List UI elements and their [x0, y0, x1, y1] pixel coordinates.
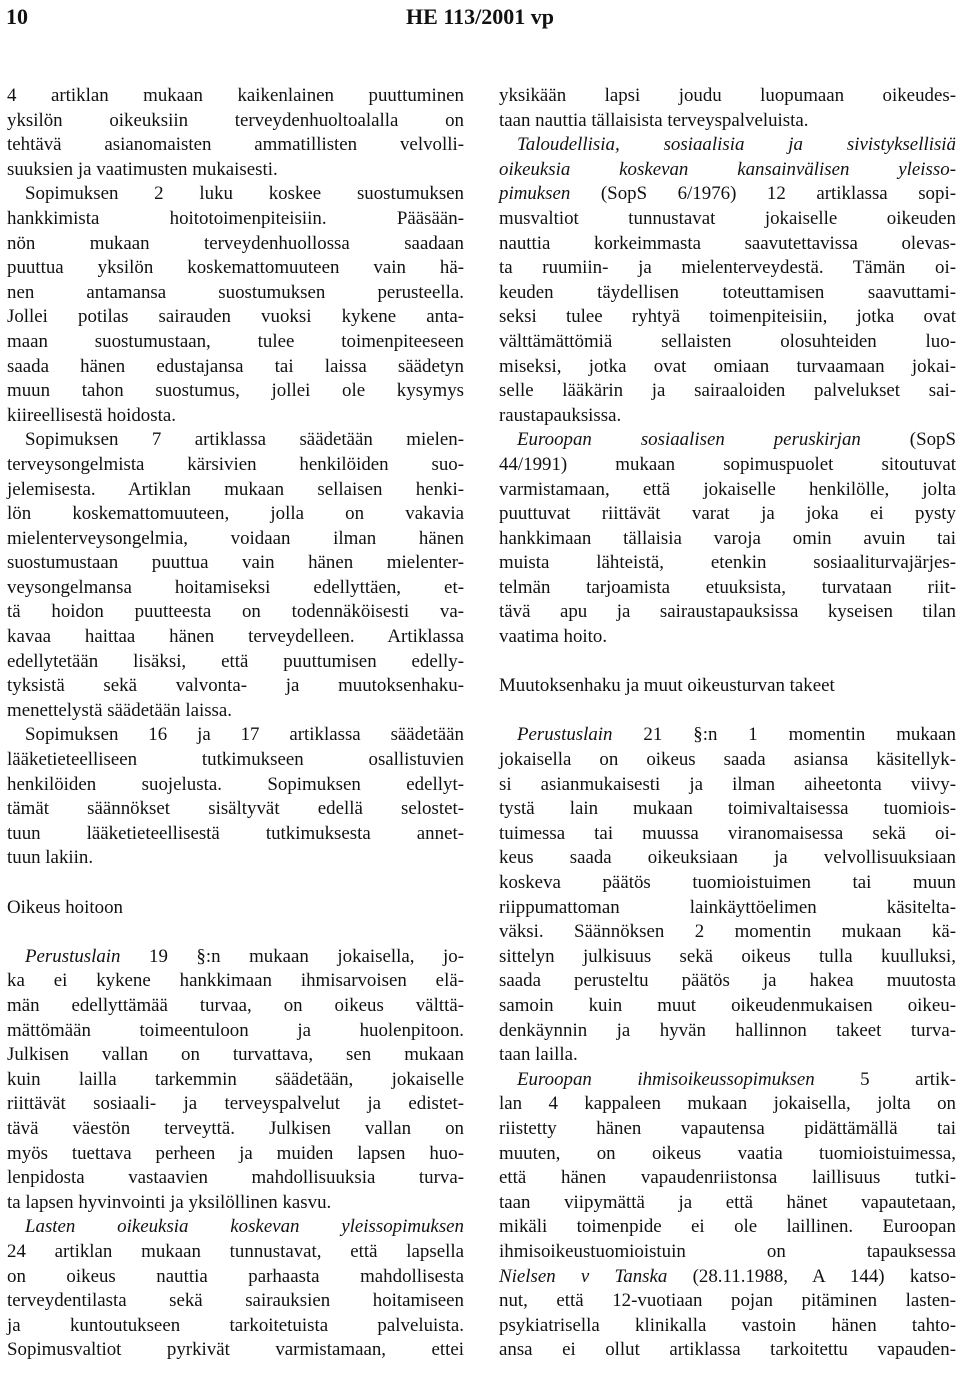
text-line: Sopimuksen 16 ja 17 artiklassa säädetään — [25, 724, 464, 746]
text-line: 4 artiklan mukaan kaikenlainen puuttuminen — [7, 85, 464, 106]
text-line: tyksistä sekä valvonta- ja muutoksenhaku- — [7, 675, 464, 697]
spacer — [499, 699, 956, 724]
text-line: muun tahon suostumus, jollei ole kysymys — [7, 380, 464, 402]
text-line: lan 4 kappaleen mukaan jokaisella, jolta on — [499, 1093, 956, 1115]
left-column — [7, 84, 464, 1363]
page-number: 10 — [6, 4, 28, 29]
section-heading: Oikeus hoitoon — [7, 896, 123, 918]
text-line: lön koskemattomuuteen, jolla on vakavia — [7, 503, 464, 525]
text-line: samoin kuin muut oikeudenmukaisen oikeu- — [499, 994, 956, 1016]
text-line: edellytetään lisäksi, että puuttumisen edelly- — [7, 650, 464, 672]
right-column — [499, 84, 956, 1363]
text-line: 24 artiklan mukaan tunnustavat, että lapsella — [7, 1240, 464, 1262]
text-line: Sopimuksen 7 artiklassa säädetään mielen- — [25, 429, 464, 451]
text-line: mikäli toimenpide ei ole laillinen. Euroopan — [499, 1216, 956, 1238]
text-line: tuun lääketieteellisestä tutkimuksesta annet- — [7, 822, 464, 844]
text-line: kiireellisestä hoidosta. — [7, 404, 176, 426]
text-line: sittelyn julkisuus sekä oikeus tulla kuulluksi, — [499, 945, 956, 967]
text-line: veysongelmansa hoitamiseksi edellyttäen, et- — [7, 576, 464, 598]
text-line: män edellyttämää turvaa, on oikeus välttä- — [7, 994, 464, 1016]
text-line: tystä lain mukaan toimivaltaisessa tuomiois- — [499, 798, 956, 820]
text-line: Sopimuksen 2 luku koskee suostumuksen — [25, 183, 464, 205]
text-line: muista lähteistä, etenkin sosiaaliturvajärjes- — [499, 552, 956, 574]
text-line: kuin lailla tarkemmin säädetään, jokaiselle — [7, 1068, 464, 1090]
text-line: puuttuvat riittävät varat ja joka ei pysty — [499, 503, 956, 525]
text-line: muuten, on oikeus vaatia tuomioistuimessa, — [499, 1142, 956, 1164]
text-line: selle lääkärin ja sairaaloiden palvelukset sai- — [499, 380, 956, 402]
text-line: ansa ei ollut artiklassa tarkoitettu vapauden- — [499, 1339, 956, 1361]
text-line: tävä apu ja sairaustapauksissa kyseisen tilan — [499, 601, 956, 623]
text-line: taan nauttia tällaisista terveyspalveluista. — [499, 109, 809, 131]
text-line: Nielsen v Tanska (28.11.1988, A 144) katso- — [499, 1265, 956, 1287]
text-line: menettelystä säädetään laissa. — [7, 699, 233, 721]
text-line: tuimessa tai muussa viranomaisessa sekä oi- — [499, 822, 956, 844]
text-line: oikeuksia koskevan kansainvälisen yleisso- — [499, 158, 956, 180]
text-line: tävä väestön terveyttä. Julkisen vallan on — [7, 1117, 464, 1139]
text-line: välttämättömiä sellaisten olosuhteiden luo- — [499, 330, 956, 352]
text-line: kavaa haittaa hänen terveydelleen. Artiklassa — [7, 626, 464, 648]
text-line: terveydentilasta sekä sairauksien hoitamiseen — [7, 1290, 464, 1312]
text-line: telmän tarjoamista etuuksista, turvataan riit- — [499, 576, 956, 598]
text-line: väksi. Säännöksen 2 momentin mukaan kä- — [499, 921, 956, 943]
text-line: tuun lakiin. — [7, 847, 94, 869]
text-line: riittävät sosiaali- ja terveyspalvelut ja edistet- — [7, 1093, 464, 1115]
text-line: nen antamansa suostumuksen perusteella. — [7, 281, 464, 303]
text-line: pimuksen (SopS 6/1976) 12 artiklassa sopi- — [499, 183, 956, 205]
text-line: denkäynnin ja hyvän hallinnon takeet turva- — [499, 1019, 956, 1041]
text-line: musvaltiot tunnustavat jokaiselle oikeuden — [499, 207, 956, 229]
text-line: Julkisen vallan on turvattava, sen mukaan — [7, 1044, 464, 1066]
text-line: ka ei kykene hankkimaan ihmisarvoisen elä- — [7, 970, 464, 992]
text-line: Sopimusvaltiot pyrkivät varmistamaan, ettei — [7, 1339, 464, 1361]
text-line: seksi tulee ryhtyä toimenpiteisiin, jotka ovat — [499, 306, 956, 328]
text-line: Euroopan ihmisoikeussopimuksen 5 artik- — [517, 1068, 956, 1090]
spacer — [499, 650, 956, 675]
text-line: riistetty hänen vapautensa pidättämällä tai — [499, 1117, 956, 1139]
text-line: riippumattoman lainkäyttöelimen käsitelta- — [499, 896, 956, 918]
text-line: että hänen vapaudenriistonsa laillisuus tutki- — [499, 1167, 956, 1189]
text-line: terveysongelmista kärsivien henkilöiden suo- — [7, 453, 464, 475]
text-line: mielenterveysongelmia, voidaan ilman hänen — [7, 527, 464, 549]
text-line: jelemisesta. Artiklan mukaan sellaisen henki- — [7, 478, 464, 500]
text-line: vaatima hoito. — [499, 626, 608, 648]
text-line: hankkimista hoitotoimenpiteisiin. Pääsään- — [7, 207, 464, 229]
text-line: keus saada oikeuksiaan ja velvollisuuksiaan — [499, 847, 956, 869]
text-line: saada perusteltu päätös ja hakea muutosta — [499, 970, 956, 992]
text-line: lenpidosta vastaavien mahdollisuuksia turva- — [7, 1167, 464, 1189]
text-line: puuttua yksilön koskemattomuuteen vain hä- — [7, 257, 464, 279]
text-line: maan suostumustaan, tulee toimenpiteeseen — [7, 330, 464, 352]
text-line: 44/1991) mukaan sopimuspuolet sitoutuvat — [499, 453, 956, 475]
page-header — [0, 0, 960, 30]
text-line: Lasten oikeuksia koskevan yleissopimuksen — [25, 1216, 464, 1238]
text-line: suuksien ja vaatimusten mukaisesti. — [7, 158, 278, 180]
text-line: nut, että 12-vuotiaan pojan pitäminen lasten- — [499, 1290, 956, 1312]
text-line: Euroopan sosiaalisen peruskirjan (SopS — [517, 429, 956, 451]
text-line: myös tuettava perheen ja muiden lapsen huo- — [7, 1142, 464, 1164]
text-line: ihmisoikeustuomioistuin on tapauksessa — [499, 1240, 956, 1262]
text-line: keuden täydellisen toteuttamisen saavuttami- — [499, 281, 956, 303]
spacer — [7, 871, 464, 896]
text-line: varmistamaan, että jokaiselle henkilölle, jolta — [499, 478, 956, 500]
text-line: ta ruumiin- ja mielenterveydestä. Tämän oi- — [499, 257, 956, 279]
text-line: tämät säännökset sisältyvät edellä selostet- — [7, 798, 464, 820]
text-line: si asianmukaisesti ja ilman aiheetonta viivy- — [499, 773, 956, 795]
text-line: on oikeus nauttia parhaasta mahdollisesta — [7, 1265, 464, 1287]
text-line: taan lailla. — [499, 1044, 578, 1066]
text-line: nön mukaan terveydenhuollossa saadaan — [7, 232, 464, 254]
text-line: Jollei potilas sairauden vuoksi kykene anta- — [7, 306, 464, 328]
text-line: psykiatrisella klinikalla vastoin hänen tahto- — [499, 1314, 956, 1336]
text-line: nauttia korkeimmasta saavutettavissa olevas- — [499, 232, 956, 254]
text-line: ta lapsen hyvinvointi ja yksilöllinen kasvu. — [7, 1191, 332, 1213]
spacer — [7, 920, 464, 945]
text-line: yksikään lapsi joudu luopumaan oikeudes- — [499, 85, 956, 106]
text-line: jokaisella on oikeus saada asiansa käsitellyk- — [499, 749, 956, 771]
text-line: hankkimaan tällaisia varoja omin avuin tai — [499, 527, 956, 549]
text-line: saada hänen edustajansa tai laissa säädetyn — [7, 355, 464, 377]
text-line: yksilön oikeuksiin terveydenhuoltoalalla on — [7, 109, 464, 131]
text-line: Taloudellisia, sosiaalisia ja sivistyksellisiä — [517, 134, 956, 156]
text-line: ja kuntoutukseen tarkoitetuista palveluista. — [7, 1314, 464, 1336]
text-line: koskeva päätös tuomioistuimen tai muun — [499, 872, 956, 893]
text-line: miseksi, jotka ovat omiaan turvaamaan jokai- — [499, 355, 956, 377]
text-line: suostumustaan puuttua vain hänen mielenter- — [7, 552, 464, 574]
text-line: mättömään toimeentuloon ja huolenpitoon. — [7, 1019, 464, 1041]
section-heading: Muutoksenhaku ja muut oikeusturvan takeet — [499, 675, 835, 697]
text-line: Perustuslain 21 §:n 1 momentin mukaan — [517, 724, 956, 746]
text-line: tehtävä asianomaisten ammatillisten velvolli- — [7, 134, 464, 156]
text-line: lääketieteelliseen tutkimukseen osallistuvien — [7, 749, 464, 771]
text-line: henkilöiden suojelusta. Sopimuksen edellyt- — [7, 773, 464, 795]
text-line: raustapauksissa. — [499, 404, 622, 426]
text-line: Perustuslain 19 §:n mukaan jokaisella, jo- — [25, 945, 464, 967]
text-line: tä hoidon puutteesta on todennäköisesti va- — [7, 601, 464, 623]
text-line: taan viipymättä ja että hänet vapautetaan, — [499, 1191, 956, 1213]
document-id: HE 113/2001 vp — [406, 4, 554, 29]
